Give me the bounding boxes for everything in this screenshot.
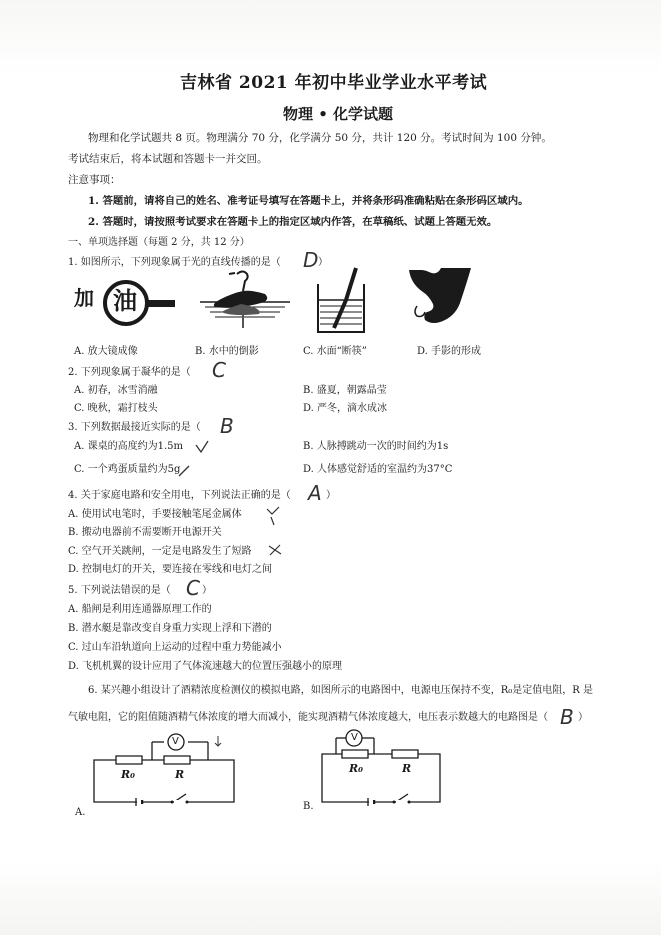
circuit-b-option-label: B. <box>303 801 314 812</box>
q4-close: ） <box>326 490 336 501</box>
q1-close: ） <box>318 257 328 268</box>
q1-stem: 1. 如图所示，下列现象属于光的直线传播的是（ <box>68 257 281 268</box>
circuit-b-r-label: R <box>402 762 412 775</box>
q5-option-b: B. 潜水艇是靠改变自身重力实现上浮和下潜的 <box>68 623 272 634</box>
q6-handwritten-answer: B <box>560 705 574 729</box>
magnifier-figure <box>98 278 178 330</box>
check-mark-icon <box>265 505 283 527</box>
q4-option-a: A. 使用试电笔时，手要接触笔尾金属体 <box>68 509 242 520</box>
q4-option-c: C. 空气开关跳闸，一定是电路发生了短路 <box>68 546 252 557</box>
section-heading: 一、单项选择题（每题 2 分，共 12 分） <box>68 237 250 248</box>
circuit-a-option-label: A. <box>75 807 86 818</box>
q6-close: ） <box>578 712 588 723</box>
q2-stem: 2. 下列现象属于凝华的是（ <box>68 367 191 378</box>
notice-item-1: 1. 答题前，请将自己的姓名、准考证号填写在答题卡上，并将条形码准确粘贴在条形码区域内。 <box>88 195 529 207</box>
q4-option-d: D. 控制电灯的开关，要连接在零线和电灯之间 <box>68 564 273 575</box>
q6-stem-line-1: 6. 某兴趣小组设计了酒精浓度检测仪的模拟电路，如图所示的电路图中，电源电压保持不变，R₀是定值电阻，R 是 <box>88 685 593 696</box>
circuit-b-r0-label: R₀ <box>349 762 363 775</box>
intro-line-2: 考试结束后，将本试题和答题卡一并交回。 <box>68 153 268 165</box>
fig-a-char-you: 油 <box>113 286 137 315</box>
circuit-a-r-label: R <box>175 768 185 781</box>
hand-shadow-figure <box>405 266 475 334</box>
q1-option-c: C. 水面“断筷” <box>303 346 367 357</box>
q5-option-d: D. 飞机机翼的设计应用了气体流速越大的位置压强越小的原理 <box>68 661 343 672</box>
q3-stem: 3. 下列数据最接近实际的是（ <box>68 422 201 433</box>
q5-handwritten-answer: C <box>186 576 200 600</box>
circuit-a-voltmeter-label: V <box>172 736 179 747</box>
q4-option-b: B. 搬动电器前不需要断开电源开关 <box>68 527 222 538</box>
q2-option-c: C. 晚秋，霜打枝头 <box>74 403 158 414</box>
q1-option-a: A. 放大镜成像 <box>74 346 138 357</box>
q4-stem: 4. 关于家庭电路和安全用电，下列说法正确的是（ <box>68 490 291 501</box>
q3-handwritten-answer: B <box>220 414 234 438</box>
circuit-a-r0-label: R₀ <box>121 768 135 781</box>
q2-handwritten-answer: C <box>212 358 226 382</box>
circuit-a-diagram <box>90 728 240 808</box>
intro-line-1: 物理和化学试题共 8 页。物理满分 70 分，化学满分 50 分，共计 120 分。考试时间为 100 分钟。 <box>88 132 552 144</box>
notice-heading: 注意事项： <box>68 174 121 186</box>
q3-option-c: C. 一个鸡蛋质量约为5g <box>74 464 181 475</box>
check-mark-icon <box>195 440 209 454</box>
q3-option-b: B. 人脉搏跳动一次的时间约为1s <box>303 441 449 452</box>
exam-subtitle: 物理 • 化学试题 <box>283 105 394 123</box>
q2-option-a: A. 初春，冰雪消融 <box>74 385 158 396</box>
cross-mark-icon <box>268 544 282 556</box>
check-mark-icon <box>178 465 190 477</box>
q4-handwritten-answer: A <box>308 481 322 505</box>
q1-option-d: D. 手影的形成 <box>417 346 482 357</box>
q5-close: ） <box>202 585 212 596</box>
q3-option-a: A. 课桌的高度约为1.5m <box>74 441 183 452</box>
q3-option-d: D. 人体感觉舒适的室温约为37°C <box>303 464 453 475</box>
circuit-b-voltmeter-label: V <box>351 732 358 743</box>
q5-option-a: A. 船闸是利用连通器原理工作的 <box>68 604 212 615</box>
q5-option-c: C. 过山车沿轨道向上运动的过程中重力势能减小 <box>68 642 282 653</box>
q1-option-b: B. 水中的倒影 <box>195 346 259 357</box>
q5-stem: 5. 下列说法错误的是（ <box>68 585 171 596</box>
notice-item-2: 2. 答题时，请按照考试要求在答题卡上的指定区域内作答，在草稿纸、试题上答题无效。 <box>88 216 498 228</box>
q1-handwritten-answer: D <box>303 248 319 272</box>
exam-title: 吉林省 2021 年初中毕业学业水平考试 <box>180 73 488 93</box>
q2-option-d: D. 严冬，滴水成冰 <box>303 403 388 414</box>
circuit-b-diagram <box>318 728 448 808</box>
fig-a-char-jia: 加 <box>74 286 94 310</box>
beaker-chopstick-figure <box>312 266 372 334</box>
q2-option-b: B. 盛夏，朝露晶莹 <box>303 385 387 396</box>
q6-stem-line-2: 气敏电阻，它的阻值随酒精气体浓度的增大而减小，能实现酒精气体浓度越大，电压表示数越大的电路图是（ <box>68 712 548 723</box>
duck-reflection-figure <box>195 268 295 333</box>
